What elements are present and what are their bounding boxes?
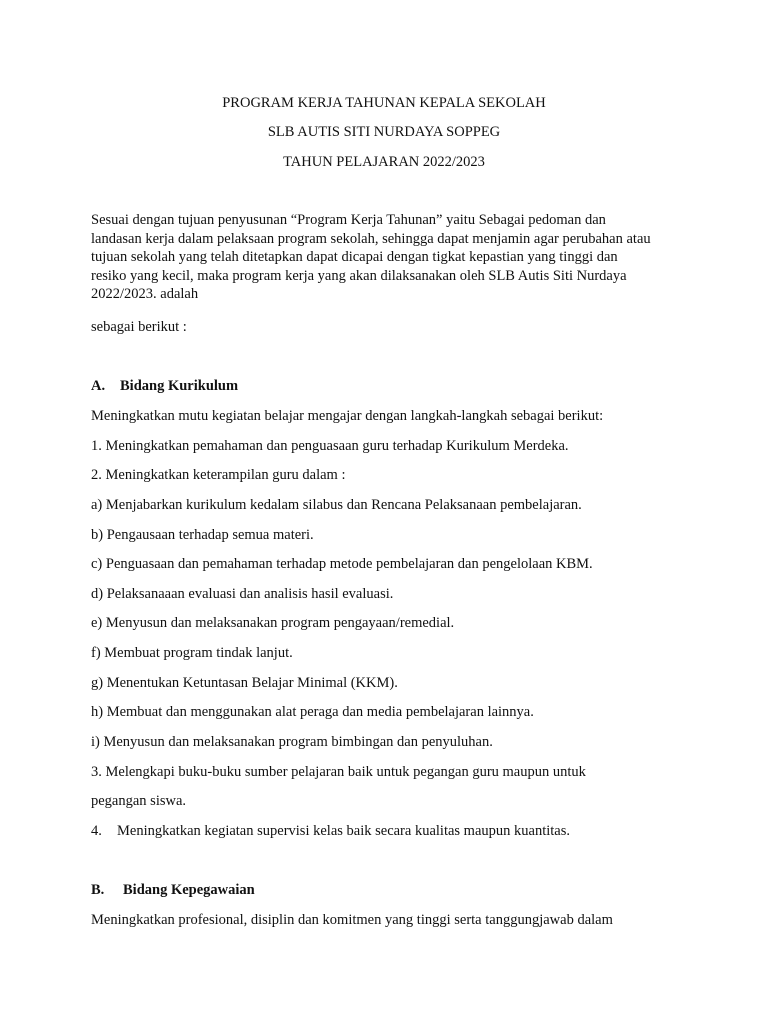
intro-line: tujuan sekolah yang telah ditetapkan dapat dicapai dengan tigkat kepastian yang tinggi dan: [91, 249, 618, 265]
section-b-title: Bidang Kepegawaian: [123, 882, 255, 898]
intro-line: resiko yang kecil, maka program kerja yang akan dilaksanakan oleh SLB Autis Siti Nurdaya: [91, 267, 627, 284]
sub-list-item: b) Pengausaan terhadap semua materi.: [91, 527, 314, 543]
section-b-heading: [91, 881, 255, 899]
document-title-line-3: TAHUN PELAJARAN 2022/2023: [283, 154, 485, 170]
list-item: 2. Meningkatkan keterampilan guru dalam :: [91, 467, 346, 483]
list-item-number: 4.: [91, 823, 102, 839]
section-a-lead: Meningkatkan mutu kegiatan belajar mengajar dengan langkah-langkah sebagai berikut:: [91, 408, 604, 424]
section-a-letter: A.: [91, 378, 106, 394]
sub-list-item: i) Menyusun dan melaksanakan program bimbingan dan penyuluhan.: [91, 734, 493, 750]
sub-list-item: h) Membuat dan menggunakan alat peraga dan media pembelajaran lainnya.: [91, 704, 534, 720]
sub-list-item: c) Penguasaan dan pemahaman terhadap metode pembelajaran dan pengelolaan KBM.: [91, 556, 593, 572]
section-b-lead: Meningkatkan profesional, disiplin dan komitmen yang tinggi serta tanggungjawab dalam: [91, 912, 613, 928]
document-title-line-1: PROGRAM KERJA TAHUNAN KEPALA SEKOLAH: [222, 95, 546, 111]
section-b-letter: B.: [91, 882, 105, 898]
list-item-continuation: pegangan siswa.: [91, 793, 187, 809]
intro-line: landasan kerja dalam pelaksaan program sekolah, sehingga dapat menjamin agar perubahan atau: [91, 230, 651, 247]
intro-line: Sesuai dengan tujuan penyusunan “Program Kerja Tahunan” yaitu Sebagai pedoman dan: [91, 212, 606, 228]
sub-list-item: f) Membuat program tindak lanjut.: [91, 645, 293, 661]
intro-paragraph: [91, 211, 681, 304]
section-a-heading: [91, 377, 238, 395]
list-item: 3. Melengkapi buku-buku sumber pelajaran baik untuk pegangan guru maupun untuk: [91, 764, 586, 780]
intro-continuation: sebagai berikut :: [91, 319, 187, 335]
list-item: 1. Meningkatkan pemahaman dan penguasaan guru terhadap Kurikulum Merdeka.: [91, 438, 569, 454]
list-item: [91, 822, 691, 840]
sub-list-item: d) Pelaksanaaan evaluasi dan analisis hasil evaluasi.: [91, 586, 394, 602]
sub-list-item: a) Menjabarkan kurikulum kedalam silabus dan Rencana Pelaksanaan pembelajaran.: [91, 497, 582, 513]
intro-line: 2022/2023. adalah: [91, 286, 199, 302]
section-a-title: Bidang Kurikulum: [120, 378, 239, 394]
sub-list-item: e) Menyusun dan melaksanakan program pengayaan/remedial.: [91, 615, 455, 631]
list-item-text: Meningkatkan kegiatan supervisi kelas baik secara kualitas maupun kuantitas.: [117, 823, 570, 839]
sub-list-item: g) Menentukan Ketuntasan Belajar Minimal (KKM).: [91, 675, 398, 691]
document-title-line-2: SLB AUTIS SITI NURDAYA SOPPEG: [267, 124, 501, 140]
